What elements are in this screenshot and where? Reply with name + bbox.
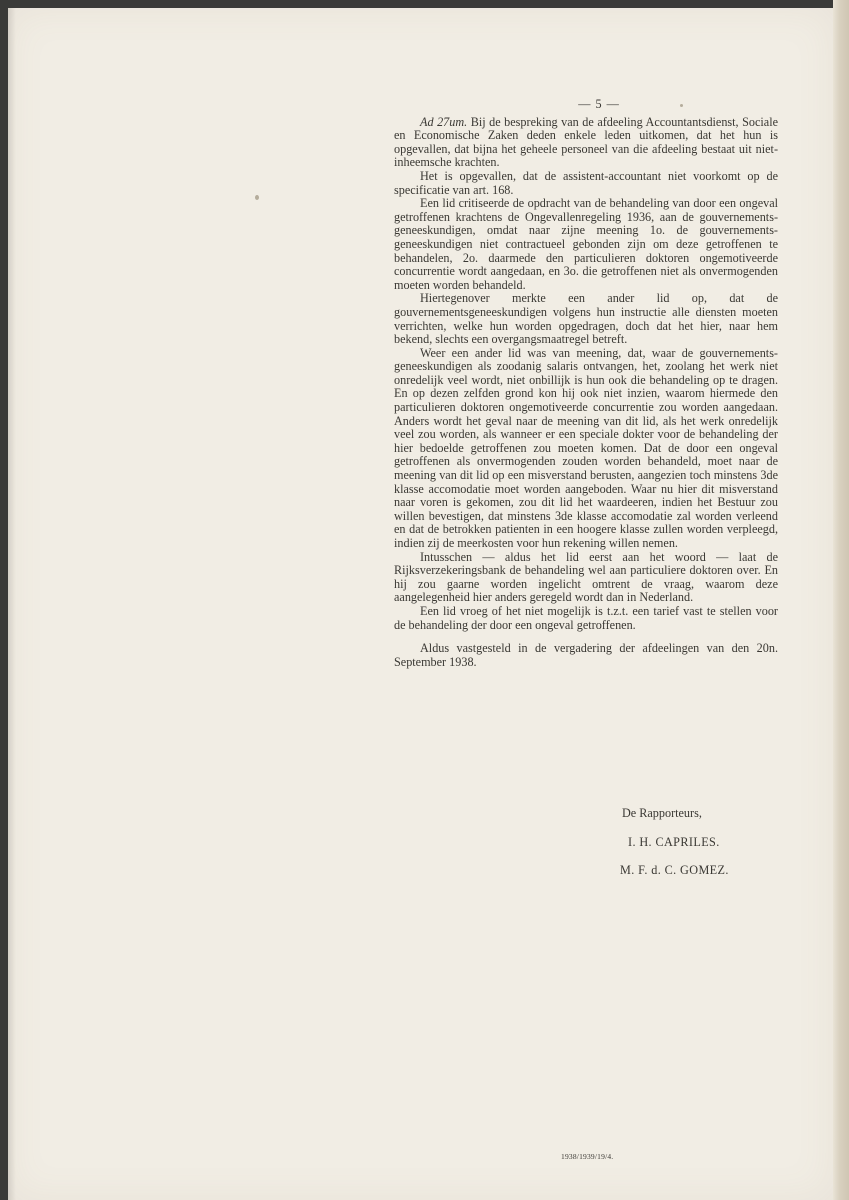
- page-stack-edge: [833, 0, 849, 1200]
- paragraph-critique: Een lid critiseerde de opdracht van de behandeling van door een ongeval getroffenen krachtens de Ongevallenregeling 1936, aan de gouvernements-geneeskundigen, omdat naar zijne meening 1o. de gouvernements-geneeskundigen niet contractueel gebonden zijn om deze getroffenen te behandelen, 2o. daarmede den particulieren doktoren ongemotiveerde concurrentie wordt aangedaan, en 3o. die getroffenen niet als onvermogenden moeten worden behandeld.: [394, 196, 778, 292]
- paragraph-other-opinion: Weer een ander lid was van meening, dat, waar de gouvernements-geneeskundigen als zoodanig salaris ontvangen, het, zoolang het werk niet onredelijk veel wordt, niet onbillijk is hun ook die behandeling op te dragen. En op dezen zelfden grond kon hij ook niet inzien, waarom hiermede den particulieren doktoren ongemotiveerde concurrentie zou worden aangedaan. Anders wordt het geval naar de meening van dit lid, als het werk onredelijk veel zou worden, als wanneer er een speciale dokter voor de behandeling der hier bedoelde getroffenen zou moeten komen. Dat de door een ongeval getroffenen als onvermogenden zouden worden behandeld, moet naar de meening van dit lid op een misverstand berusten, aangezien toch minstens 3de klasse accomodatie moet worden aangeboden. Waar nu hier dit misverstand naar voren is gekomen, zou dit lid het waardeeren, indien het Bestuur zou willen bevestigen, dat minstens 3de klasse accomodatie zal worden verleend en dat de betrokken patienten in een hoogere klasse zullen worden verpleegd, indien zij de meerkosten voor hun rekening willen nemen.: [394, 345, 778, 550]
- document-reference-code: 1938/1939/19/4.: [561, 1152, 614, 1161]
- rapporteur-name: I. H. CAPRILES.: [628, 835, 720, 849]
- paragraph-text: Bij de bespreking van de afdeeling Accountantsdienst, Sociale en Economische Zaken deden enkele leden uitkomen, dat het hun is opgevallen, dat bijna het geheele personeel van die afdeeling bestaat uit niet-inheemsche krachten.: [394, 114, 778, 170]
- page-binding-shadow: [8, 8, 16, 1200]
- paragraph-response: Hiertegenover merkte een ander lid op, dat de gouvernementsgeneeskundigen volgens hun instructie alle diensten moeten verrichten, welke hun worden opgedragen, doch dat het hier, naar hem bekend, slechts een overgangsmaatregel betreft.: [394, 291, 778, 347]
- rapporteurs-label: De Rapporteurs,: [622, 806, 702, 820]
- paragraph-assistant-accountant: Het is opgevallen, dat de assistent-accountant niet voorkomt op de specificatie van art. 168.: [394, 168, 778, 197]
- paragraph-lead: Ad 27um.: [420, 114, 468, 129]
- paragraph-tariff-question: Een lid vroeg of het niet mogelijk is t.z.t. een tarief vast te stellen voor de behandeling der door een ongeval getroffenen.: [394, 603, 778, 632]
- paragraph-adopted: Aldus vastgesteld in de vergadering der afdeelingen van den 20n. September 1938.: [394, 641, 778, 669]
- rapporteur-name: M. F. d. C. GOMEZ.: [620, 863, 729, 877]
- report-body: [394, 98, 778, 669]
- paragraph-ad-27um: [394, 116, 778, 170]
- page-number: — 5 —: [578, 97, 620, 111]
- paper-speck: [255, 195, 259, 200]
- paragraph-rijksverzekeringsbank: Intusschen — aldus het lid eerst aan het woord — laat de Rijksverzekeringsbank de behandeling wel aan particuliere doktoren over. En hij zou gaarne worden ingelicht omtrent de vraag, waarom deze aangelegenheid hier anders geregeld wordt dan in Nederland.: [394, 549, 778, 605]
